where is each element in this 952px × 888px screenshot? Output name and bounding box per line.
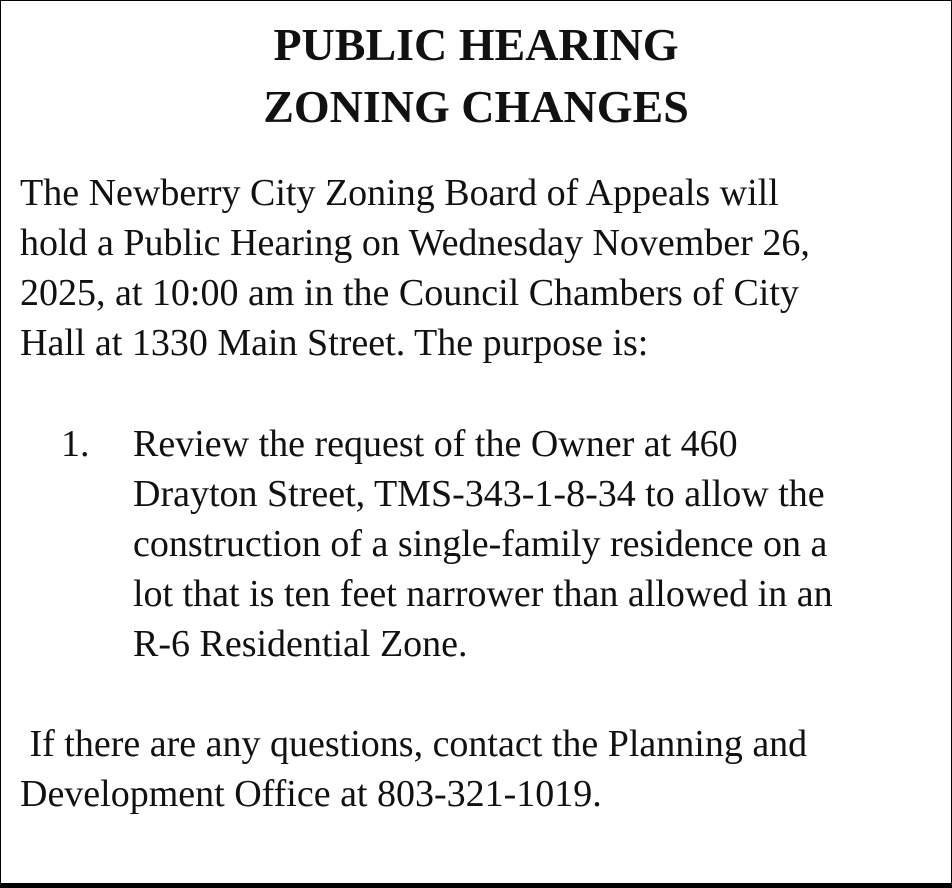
notice-title-line-1: PUBLIC HEARING xyxy=(273,19,679,70)
contact-line: If there are any questions, contact the Planning and xyxy=(20,723,808,765)
list-item-line: Review the request of the Owner at 460 xyxy=(133,423,738,465)
contact-paragraph xyxy=(20,719,940,819)
list-item-line: lot that is ten feet narrower than allowed in an xyxy=(133,573,833,615)
list-item-number: 1. xyxy=(61,423,90,465)
contact-line: Development Office at 803-321-1019. xyxy=(20,773,602,815)
intro-paragraph xyxy=(20,168,940,368)
list-item-line: Drayton Street, TMS-343-1-8-34 to allow the xyxy=(133,473,825,515)
intro-line: Hall at 1330 Main Street. The purpose is: xyxy=(20,322,649,364)
notice-title-line-2: ZONING CHANGES xyxy=(263,81,689,132)
list-item-line: construction of a single-family residence on a xyxy=(133,523,828,565)
intro-line: 2025, at 10:00 am in the Council Chambers of City xyxy=(20,272,799,314)
intro-line: The Newberry City Zoning Board of Appeals will xyxy=(20,172,779,214)
intro-line: hold a Public Hearing on Wednesday November 26, xyxy=(20,222,810,264)
list-item xyxy=(133,419,933,669)
list-item-line: R-6 Residential Zone. xyxy=(133,623,468,665)
